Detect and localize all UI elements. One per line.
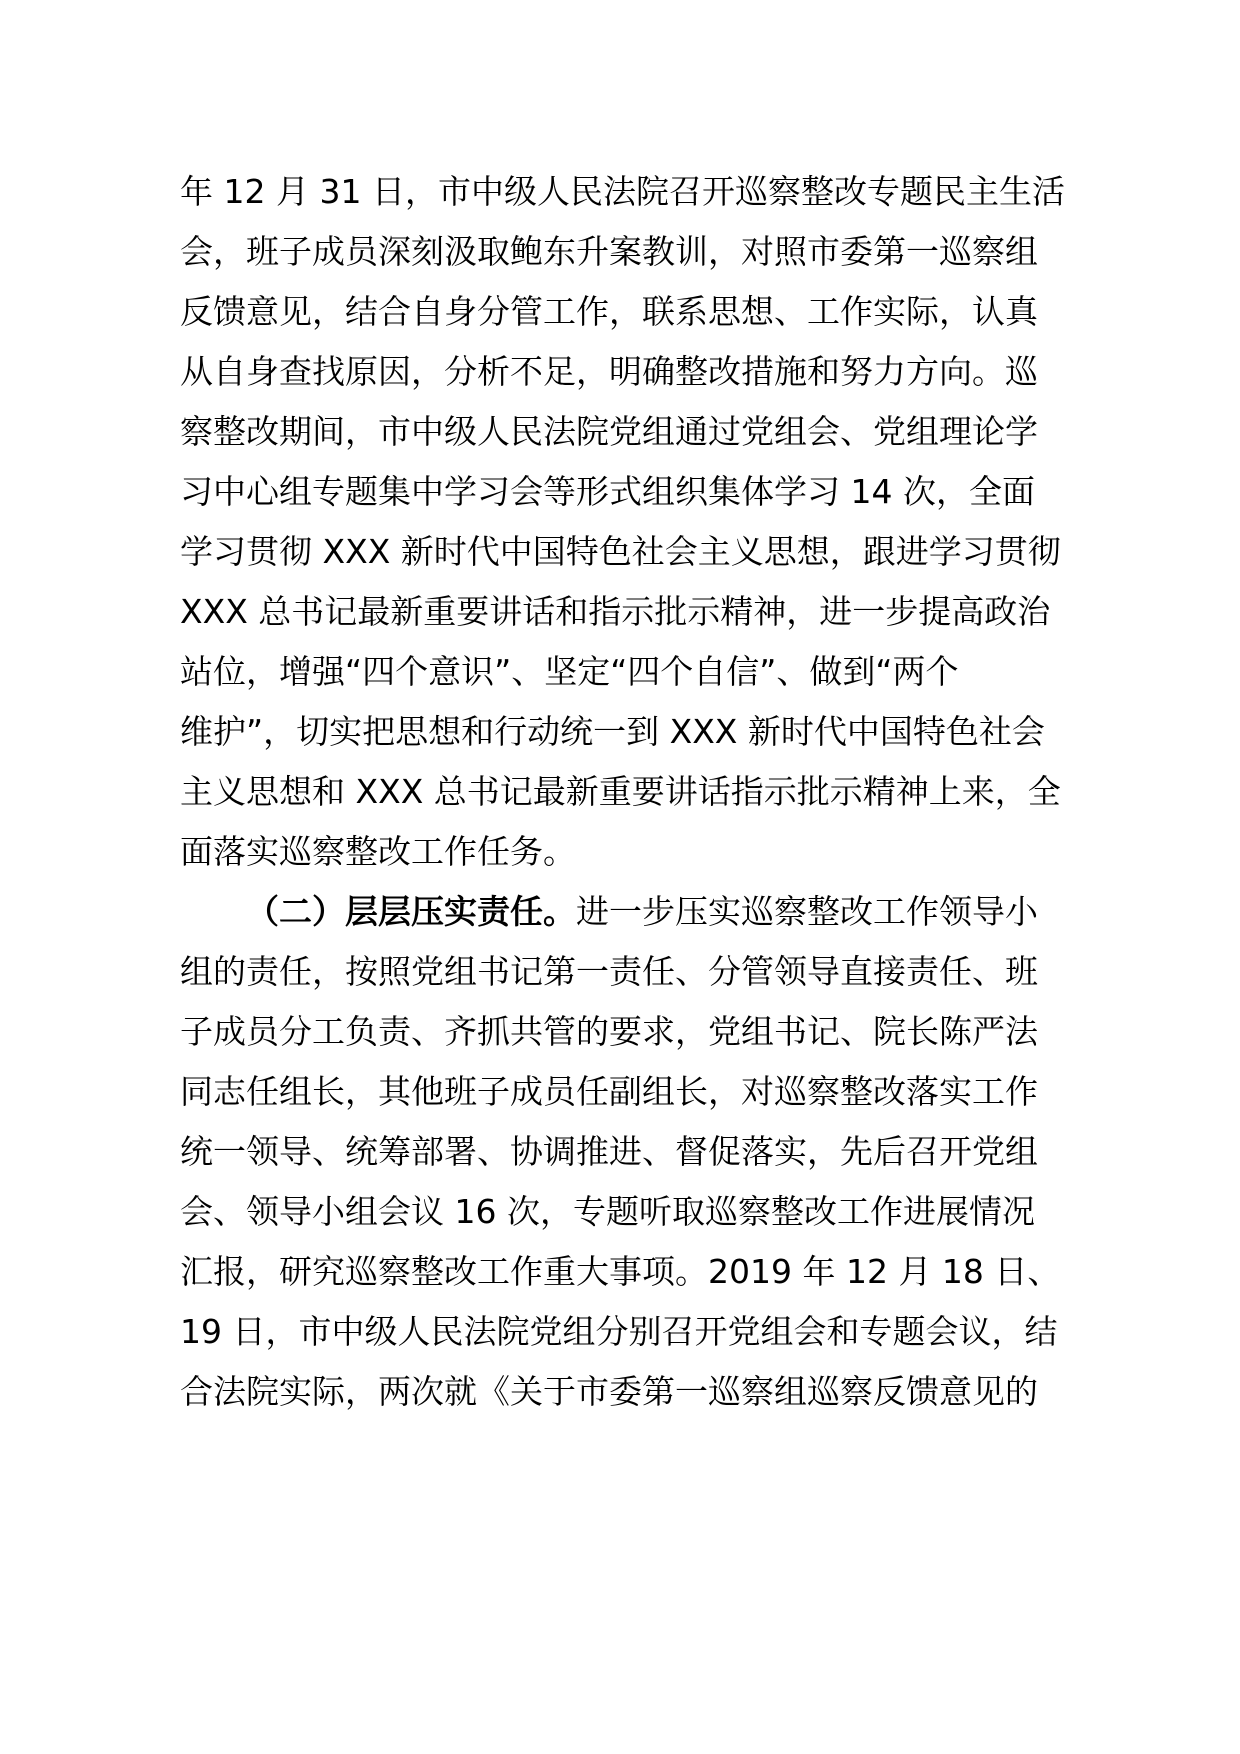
paragraph-line: 从自身查找原因，分析不足，明确整改措施和努力方向。巡 bbox=[180, 352, 1038, 391]
paragraph-line: 主义思想和 XXX 总书记最新重要讲话指示批示精神上来，全 bbox=[180, 772, 1061, 811]
paragraph-line: 同志任组长，其他班子成员任副组长，对巡察整改落实工作 bbox=[180, 1072, 1038, 1111]
paragraph-line: 合法院实际，两次就《关于市委第一巡察组巡察反馈意见的 bbox=[180, 1372, 1038, 1411]
paragraph-line: 年 12 月 31 日，市中级人民法院召开巡察整改专题民主生活 bbox=[180, 172, 1065, 211]
section-two-first-line bbox=[246, 890, 1146, 934]
paragraph-line: 面落实巡察整改工作任务。 bbox=[180, 832, 576, 871]
paragraph-line: 子成员分工负责、齐抓共管的要求，党组书记、院长陈严法 bbox=[180, 1012, 1038, 1051]
paragraph-line: 察整改期间，市中级人民法院党组通过党组会、党组理论学 bbox=[180, 412, 1038, 451]
paragraph-line: 维护”，切实把思想和行动统一到 XXX 新时代中国特色社会 bbox=[180, 712, 1045, 751]
paragraph-line: 会，班子成员深刻汲取鲍东升案教训，对照市委第一巡察组 bbox=[180, 232, 1038, 271]
paragraph-line: 19 日，市中级人民法院党组分别召开党组会和专题会议，结 bbox=[180, 1312, 1058, 1351]
paragraph-line: 会、领导小组会议 16 次，专题听取巡察整改工作进展情况 bbox=[180, 1192, 1035, 1231]
paragraph-line: XXX 总书记最新重要讲话和指示批示精神，进一步提高政治 bbox=[180, 592, 1051, 631]
paragraph-line: 站位，增强“四个意识”、坚定“四个自信”、做到“两个 bbox=[180, 652, 959, 691]
paragraph-line: 统一领导、统筹部署、协调推进、督促落实，先后召开党组 bbox=[180, 1132, 1038, 1171]
paragraph-line: 反馈意见，结合自身分管工作，联系思想、工作实际，认真 bbox=[180, 292, 1038, 331]
paragraph-line: 习中心组专题集中学习会等形式组织集体学习 14 次，全面 bbox=[180, 472, 1035, 511]
paragraph-line: 汇报，研究巡察整改工作重大事项。2019 年 12 月 18 日、 bbox=[180, 1252, 1061, 1291]
section-two-heading: （二）层层压实责任。 bbox=[246, 892, 576, 931]
paragraph-line: 组的责任，按照党组书记第一责任、分管领导直接责任、班 bbox=[180, 952, 1038, 991]
paragraph-line: 学习贯彻 XXX 新时代中国特色社会主义思想，跟进学习贯彻 bbox=[180, 532, 1061, 571]
section-two-first-line-text: 进一步压实巡察整改工作领导小 bbox=[576, 892, 1038, 931]
